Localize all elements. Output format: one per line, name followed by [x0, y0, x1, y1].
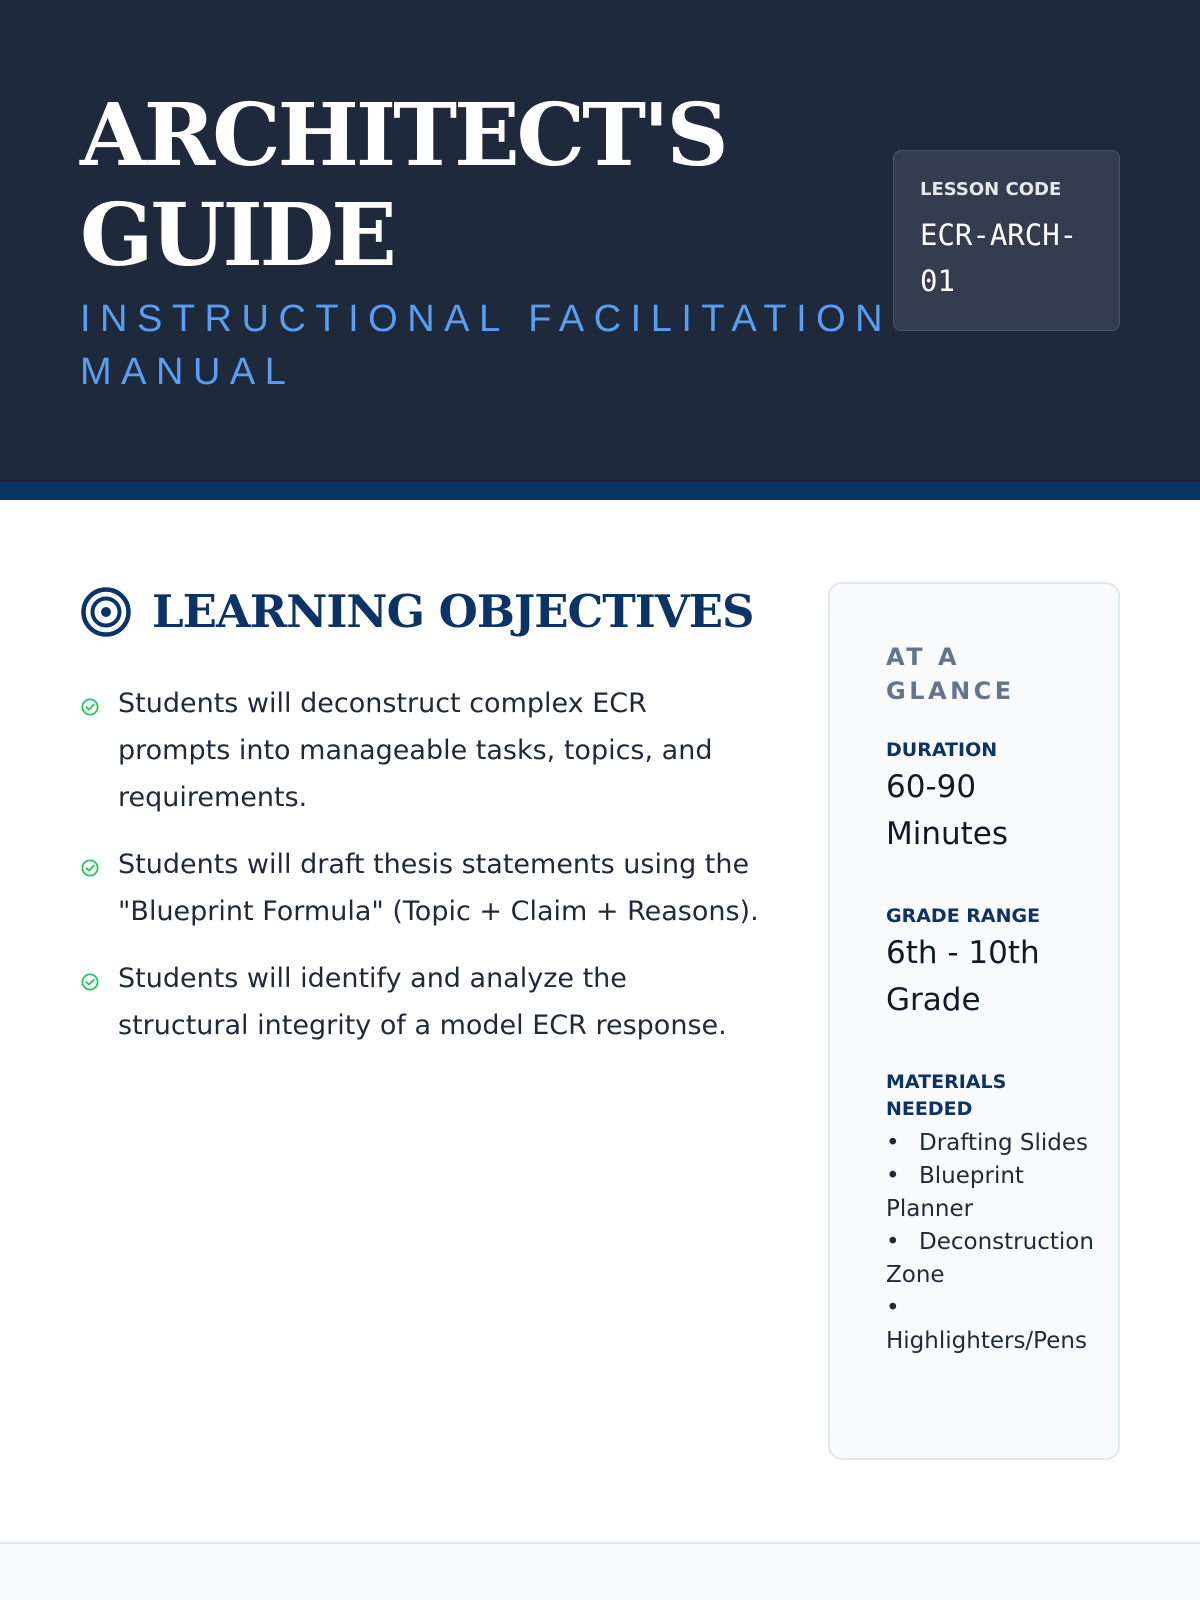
lesson-code-card: [893, 150, 1120, 331]
material-item: [886, 1127, 1106, 1160]
bullet-icon: •: [886, 1295, 900, 1321]
page-footer: [0, 1542, 1200, 1600]
objectives-title: LEARNING OBJECTIVES: [152, 585, 754, 638]
material-text: Drafting Slides: [919, 1130, 1088, 1156]
material-text: Deconstruction Zone: [886, 1229, 1094, 1288]
bullet-icon: •: [886, 1163, 900, 1189]
check-circle-icon: [80, 697, 100, 717]
material-text: Highlighters/Pens: [886, 1328, 1087, 1354]
objective-item: [80, 680, 760, 821]
guide-title: ARCHITECT'S GUIDE: [80, 85, 726, 286]
bullet-icon: •: [886, 1229, 900, 1255]
glance-title: AT A GLANCE: [886, 643, 1015, 705]
objective-text: Students will draft thesis statements using the "Blueprint Formula" (Topic + Claim + Reasons).: [118, 849, 759, 927]
objective-text: Students will deconstruct complex ECR prompts into manageable tasks, topics, and requirements.: [118, 688, 713, 813]
grade-range-section: [886, 903, 1118, 1024]
objectives-heading: [80, 584, 754, 640]
material-item: [886, 1292, 1106, 1358]
lesson-code-value: ECR-ARCH-01: [920, 218, 1078, 298]
guide-subtitle: INSTRUCTIONAL FACILITATION MANUAL: [80, 298, 893, 393]
check-circle-icon: [80, 858, 100, 878]
objective-item: [80, 955, 760, 1049]
duration-value: 60-90 Minutes: [886, 769, 1009, 852]
materials-list: [886, 1127, 1106, 1358]
duration-section: [886, 737, 1118, 858]
duration-label: DURATION: [886, 739, 998, 761]
bullet-icon: •: [886, 1130, 900, 1156]
grade-range-value: 6th - 10th Grade: [886, 935, 1040, 1018]
material-item: [886, 1226, 1106, 1292]
materials-label: MATERIALS NEEDED: [886, 1071, 1007, 1120]
grade-range-label: GRADE RANGE: [886, 905, 1041, 927]
check-circle-icon: [80, 972, 100, 992]
material-text: Blueprint Planner: [886, 1163, 1024, 1222]
target-icon: [80, 586, 132, 638]
at-a-glance-card: [828, 582, 1120, 1460]
material-item: [886, 1160, 1106, 1226]
lesson-code-label: LESSON CODE: [920, 179, 1062, 200]
materials-section: [886, 1069, 1118, 1358]
header-banner: [0, 0, 1200, 482]
objective-item: [80, 841, 760, 935]
objective-text: Students will identify and analyze the structural integrity of a model ECR response.: [118, 963, 727, 1041]
header-accent-stripe: [0, 482, 1200, 500]
objectives-list: [80, 680, 760, 1069]
